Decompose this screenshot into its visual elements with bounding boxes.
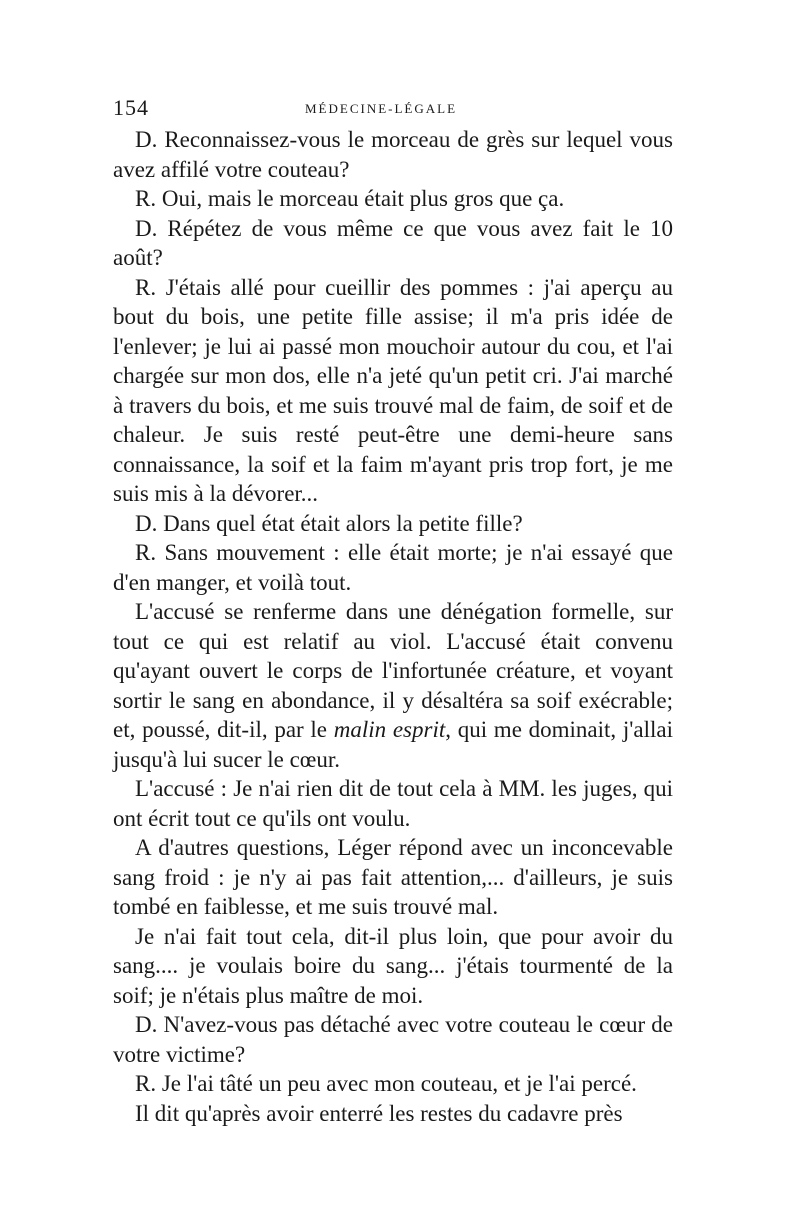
paragraph-text: L'accusé se renferme dans une dénégation formelle, sur tout ce qui est relatif au viol. L'accusé était convenu qu'ayant ouvert le corps de l'infortunée créature, et voyant sortir le sang en abondance, il y désaltéra sa soif exécrable; et, poussé, dit-il, par le (113, 599, 673, 742)
paragraph: Il dit qu'après avoir enterré les restes du cadavre près (135, 1100, 623, 1126)
running-head: MÉDECINE-LÉGALE (305, 101, 458, 116)
page-header (113, 95, 673, 125)
page-number: 154 (113, 95, 149, 120)
paragraph: R. J'étais allé pour cueillir des pommes : j'ai aperçu au bout du bois, une petite fille assise; il m'a pris idée de l'enlever; je lui ai passé mon mouchoir autour du cou, et l'ai chargée sur mon dos, elle n'a jeté qu'un petit cri. J'ai marché à travers du bois, et me suis trouvé mal de faim, de soif et de chaleur. Je suis resté peut-être une demi-heure sans connaissance, la soif et la faim m'ayant pris trop fort, je me suis mis à la dévorer... (113, 274, 673, 506)
paragraph: D. Répétez de vous même ce que vous avez fait le 10 août? (113, 215, 673, 270)
paragraph: L'accusé : Je n'ai rien dit de tout cela à MM. les juges, qui ont écrit tout ce qu'ils ont voulu. (113, 776, 673, 831)
paragraph: Je n'ai fait tout cela, dit-il plus loin, que pour avoir du sang.... je voulais boire du sang... j'étais tourmenté de la soif; je n'étais plus maître de moi. (113, 923, 673, 1008)
paragraph: R. Je l'ai tâté un peu avec mon couteau, et je l'ai percé. (135, 1071, 637, 1096)
paragraph-text: , qui me dominait, j'allai jusqu'à lui sucer le cœur. (113, 717, 673, 772)
paragraph: A d'autres questions, Léger répond avec un inconcevable sang froid : je n'y ai pas fait attention,... d'ailleurs, je suis tombé en faiblesse, et me suis trouvé mal. (113, 835, 673, 919)
paragraph: D. Dans quel état était alors la petite fille? (135, 510, 523, 536)
paragraph: D. N'avez-vous pas détaché avec votre couteau le cœur de votre victime? (113, 1012, 673, 1067)
italic-phrase: malin esprit (333, 717, 446, 742)
body-text (113, 125, 673, 1128)
paragraph: D. Reconnaissez-vous le morceau de grès sur lequel vous avez affilé votre couteau? (113, 127, 673, 182)
paragraph (113, 597, 673, 774)
paragraph: R. Sans mouvement : elle était morte; je n'ai essayé que d'en manger, et voilà tout. (113, 540, 673, 595)
paragraph: R. Oui, mais le morceau était plus gros que ça. (135, 186, 565, 211)
